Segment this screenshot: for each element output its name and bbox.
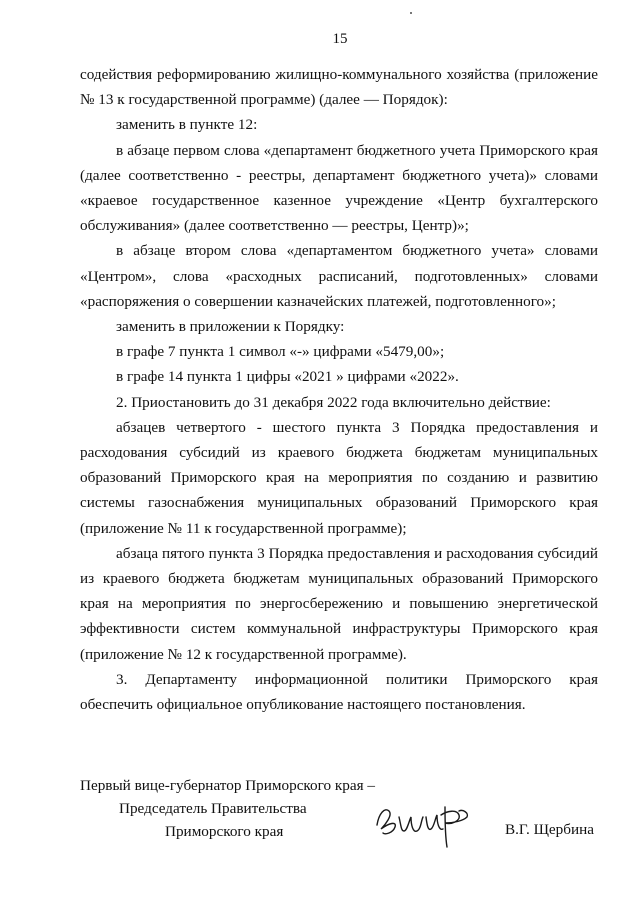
scan-dot — [410, 12, 412, 14]
page-number: 15 — [332, 31, 348, 47]
signatory-position-line: Приморского края — [165, 823, 284, 840]
signatory-position-line: Председатель Правительства — [119, 800, 307, 817]
signatory-position — [80, 774, 410, 843]
signatory-position-line: Первый вице-губернатор Приморского края – — [80, 777, 375, 794]
paragraph: в графе 14 пункта 1 цифры «2021 » цифрами «2022». — [116, 368, 459, 386]
paragraph: абзацев четвертого - шестого пункта 3 Порядка предоставления и расходования субсидий из краевого бюджета бюджетам муниципальных образований Приморского края на мероприятия по созданию и развитию системы газоснабжения муниципальных образований Приморского края (приложение № 11 к государственной программе); — [80, 418, 598, 537]
document-body — [80, 62, 598, 717]
paragraph: в абзаце первом слова «департамент бюджетного учета Приморского края (далее соответственно - реестры, департамент бюджетного учета)» словами «краевое государственное казенное учреждение «Центр бухгалтерского обслуживания» (далее соответственно — реестры, Центр)»; — [80, 141, 598, 235]
paragraph: в графе 7 пункта 1 символ «-» цифрами «5479,00»; — [116, 343, 445, 361]
paragraph: 2. Приостановить до 31 декабря 2022 года включительно действие: — [116, 393, 551, 411]
paragraph: заменить в пункте 12: — [116, 116, 258, 134]
signatory-name: В.Г. Щербина — [505, 821, 594, 838]
paragraph: содействия реформированию жилищно-коммунального хозяйства (приложение № 13 к государственной программе) (далее — Порядок): — [80, 66, 598, 109]
paragraph: в абзаце втором слова «департаментом бюджетного учета» словами «Центром», слова «расходных расписаний, подготовленных» словами «распоряжения о совершении казначейских платежей, подготовленного»; — [80, 242, 598, 310]
paragraph: абзаца пятого пункта 3 Порядка предоставления и расходования субсидий из краевого бюджета бюджетам муниципальных образований Приморского края на мероприятия по энергосбережению и повышению энергетической эффективности систем коммунальной инфраструктуры Приморского края (приложение № 12 к государственной программе). — [80, 544, 598, 663]
handwritten-signature — [371, 795, 481, 850]
paragraph: 3. Департаменту информационной политики Приморского края обеспечить официальное опубликование настоящего постановления. — [80, 670, 598, 714]
paragraph: заменить в приложении к Порядку: — [116, 318, 345, 336]
